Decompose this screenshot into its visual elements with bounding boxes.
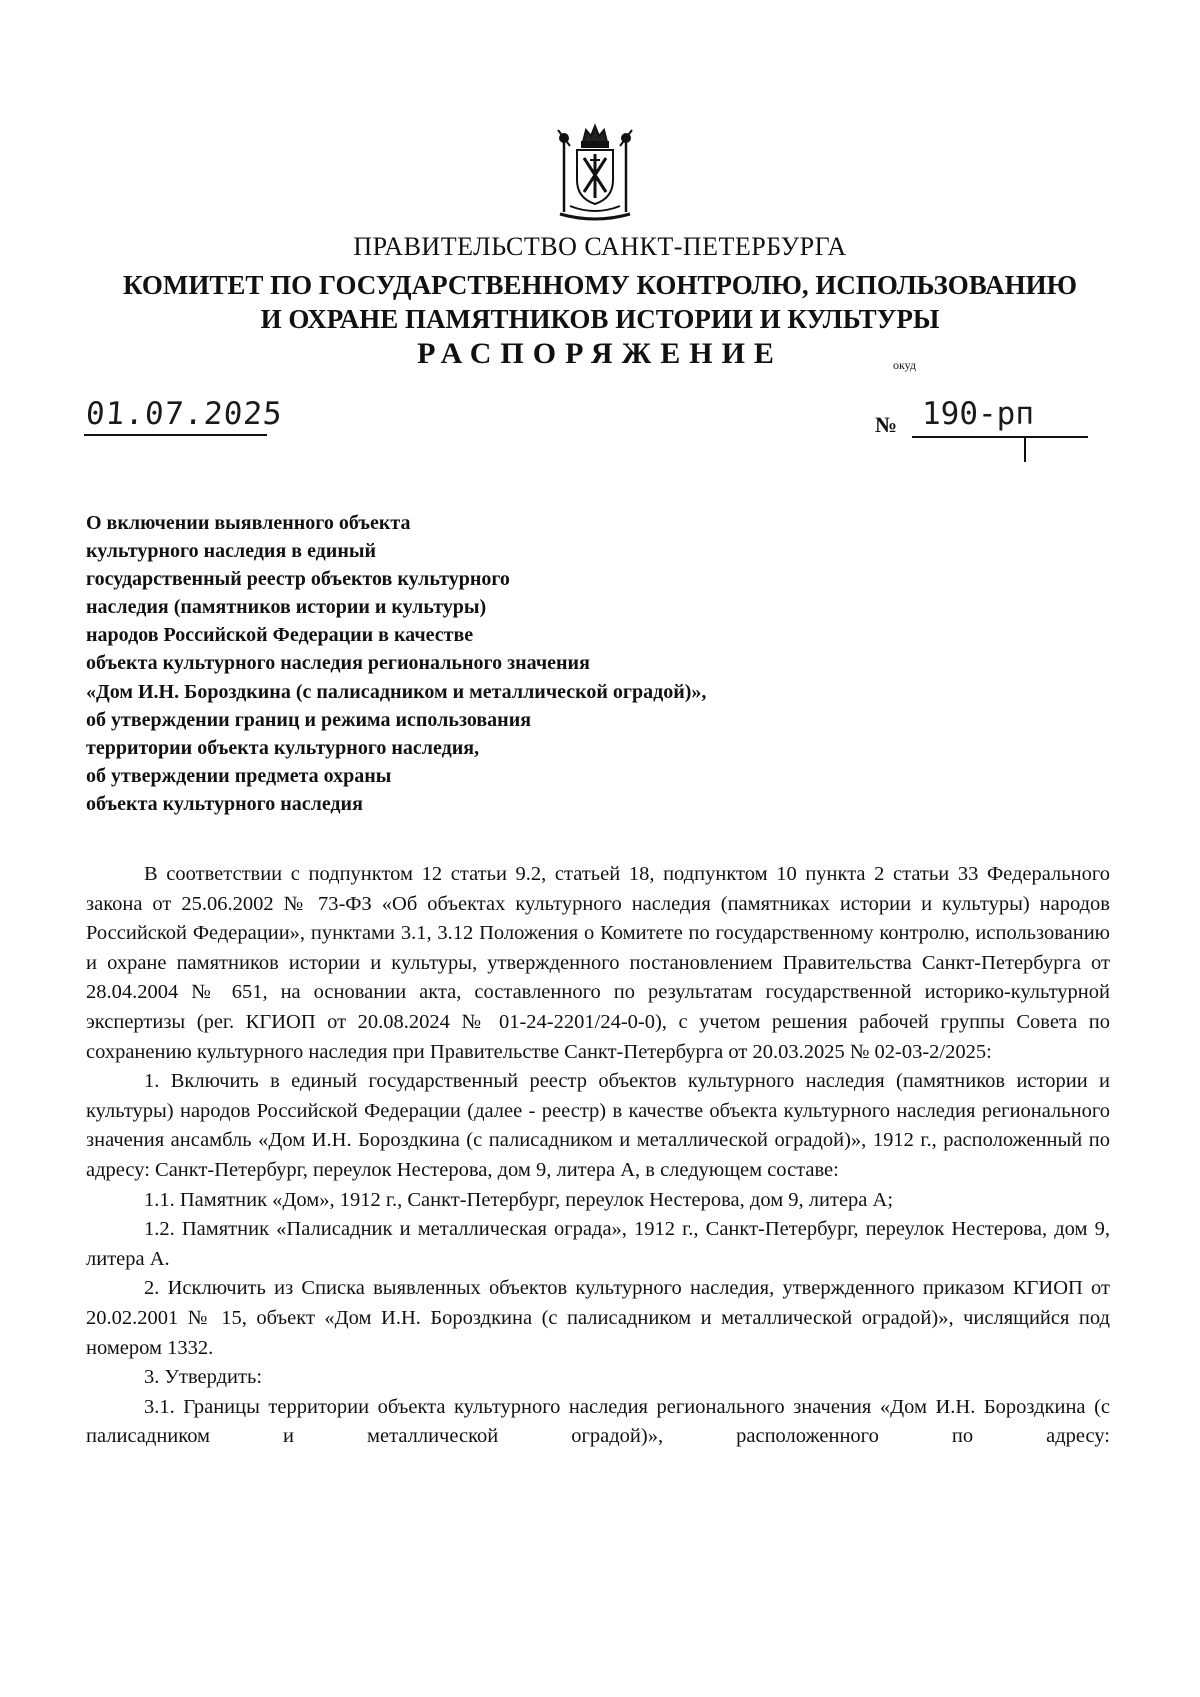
date-underline [84, 434, 267, 436]
subject-line: объекта культурного наследия регионального значения [86, 652, 590, 675]
spb-coat-of-arms-icon [550, 120, 640, 225]
subject-line: об утверждении границ и режима использования [86, 708, 532, 731]
number-underline [912, 436, 1088, 438]
subject-line: об утверждении предмета охраны [86, 764, 392, 787]
government-name: ПРАВИТЕЛЬСТВО САНКТ-ПЕТЕРБУРГА [353, 232, 847, 261]
document-type: РАСПОРЯЖЕНИЕ [417, 337, 783, 370]
committee-name-line-1: КОМИТЕТ ПО ГОСУДАРСТВЕННОМУ КОНТРОЛЮ, ИСПОЛЬЗОВАНИЮ [123, 270, 1077, 300]
subject-line: О включении выявленного объекта [86, 512, 411, 534]
item-3-paragraph: 3. Утвердить: [144, 1366, 263, 1389]
item-2-paragraph: 2. Исключить из Списка выявленных объектов культурного наследия, утвержденного приказом КГИОП от 20.02.2001 № 15, объект «Дом И.Н. Бороздкина (с палисадником и металлической оградой)», числящийся под номером 1332. [86, 1277, 1110, 1359]
number-label: № [875, 412, 898, 437]
preamble-paragraph: В соответствии с подпунктом 12 статьи 9.2, статьей 18, подпунктом 10 пункта 2 статьи 33 Федерального закона от 25.06.2002 № 73-ФЗ «Об объектах культурного наследия (памятниках истории и культуры) народов Российской Федерации», пунктами 3.1, 3.12 Положения о Комитете по государственному контролю, использованию и охране памятников истории и культуры, утвержденного постановлением Правительства Санкт-Петербурга от 28.04.2004 № 651, на основании акта, составленного по результатам государственной историко-культурной экспертизы (рег. КГИОП от 20.08.2024 № 01-24-2201/24-0-0), с учетом решения рабочей группы Совета по сохранению культурного наследия при Правительстве Санкт-Петербурга от 20.03.2025 № 02-03-2/2025: [86, 863, 1110, 1063]
subject-line: «Дом И.Н. Бороздкина (с палисадником и металлической оградой)», [86, 680, 707, 703]
subject-line: государственный реестр объектов культурного [86, 568, 510, 591]
subject-line: культурного наследия в единый [86, 540, 376, 563]
item-3-1-paragraph: 3.1. Границы территории объекта культурного наследия регионального значения «Дом И.Н. Бороздкина (с палисадником и металлической оградой)», расположенного по адресу: [86, 1395, 1110, 1448]
committee-name-line-2: И ОХРАНЕ ПАМЯТНИКОВ ИСТОРИИ И КУЛЬТУРЫ [260, 304, 940, 334]
document-date: 01.07.2025 [84, 396, 284, 432]
document-subject [86, 509, 906, 818]
number-underline-stroke [1024, 436, 1026, 462]
subject-line: объекта культурного наследия [86, 792, 363, 815]
document-body [86, 860, 1110, 1452]
okud-label: окуд [893, 358, 917, 372]
subject-line: наследия (памятников истории и культуры) [86, 596, 487, 619]
document-number: 190-рп [922, 396, 1034, 432]
item-1-1-paragraph: 1.1. Памятник «Дом», 1912 г., Санкт-Петербург, переулок Нестерова, дом 9, литера А; [144, 1188, 894, 1211]
item-1-paragraph: 1. Включить в единый государственный реестр объектов культурного наследия (памятников истории и культуры) народов Российской Федерации (далее - реестр) в качестве объекта культурного наследия регионального значения ансамбль «Дом И.Н. Бороздкина (с палисадником и металлической оградой)», 1912 г., расположенный по адресу: Санкт-Петербург, переулок Нестерова, дом 9, литера А, в следующем составе: [86, 1070, 1110, 1181]
item-1-2-paragraph: 1.2. Памятник «Палисадник и металлическая ограда», 1912 г., Санкт-Петербург, переулок Нестерова, дом 9, литера А. [86, 1218, 1110, 1270]
subject-line: народов Российской Федерации в качестве [86, 624, 474, 647]
subject-line: территории объекта культурного наследия, [86, 736, 480, 759]
